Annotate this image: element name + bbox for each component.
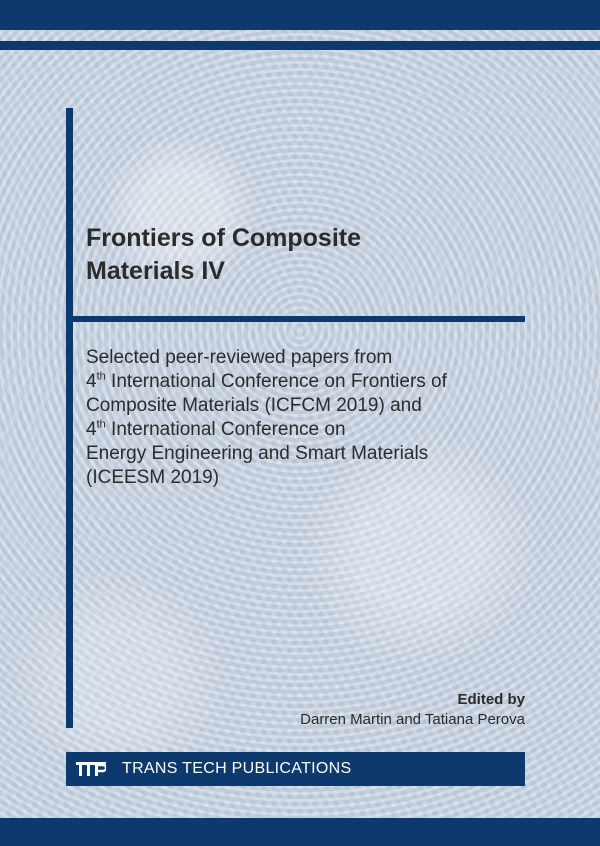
ordinal-number: 4 bbox=[86, 419, 97, 440]
subtitle-line-2 bbox=[86, 370, 516, 394]
top-band bbox=[0, 0, 600, 30]
top-line bbox=[0, 41, 600, 50]
ordinal-suffix: th bbox=[96, 370, 106, 383]
subtitle-line-4-text: International Conference on bbox=[105, 419, 346, 440]
subtitle-line-6: (ICEESM 2019) bbox=[86, 467, 220, 488]
ttp-logo-icon bbox=[76, 762, 106, 776]
title-line-2: Materials IV bbox=[86, 257, 225, 285]
editor-names: Darren Martin and Tatiana Perova bbox=[300, 711, 525, 728]
subtitle-line-1: Selected peer-reviewed papers from bbox=[86, 347, 393, 368]
subtitle-line-5: Energy Engineering and Smart Materials bbox=[86, 443, 429, 464]
horizontal-divider bbox=[73, 316, 525, 322]
subtitle-line-2-text: International Conference on Frontiers of bbox=[105, 371, 447, 392]
subtitle-line-3: Composite Materials (ICFCM 2019) and bbox=[86, 395, 422, 416]
editors-block bbox=[300, 690, 525, 730]
subtitle-line-4 bbox=[86, 418, 516, 442]
edited-by-label: Edited by bbox=[457, 691, 525, 708]
bottom-band bbox=[0, 818, 600, 846]
book-title bbox=[86, 222, 506, 288]
title-line-1: Frontiers of Composite bbox=[86, 224, 362, 252]
ordinal-number: 4 bbox=[86, 371, 97, 392]
publisher-name: TRANS TECH PUBLICATIONS bbox=[122, 760, 352, 777]
publisher-band bbox=[66, 752, 525, 786]
book-subtitle bbox=[86, 346, 516, 490]
ordinal-suffix: th bbox=[96, 418, 106, 431]
vertical-accent-bar bbox=[66, 108, 73, 728]
